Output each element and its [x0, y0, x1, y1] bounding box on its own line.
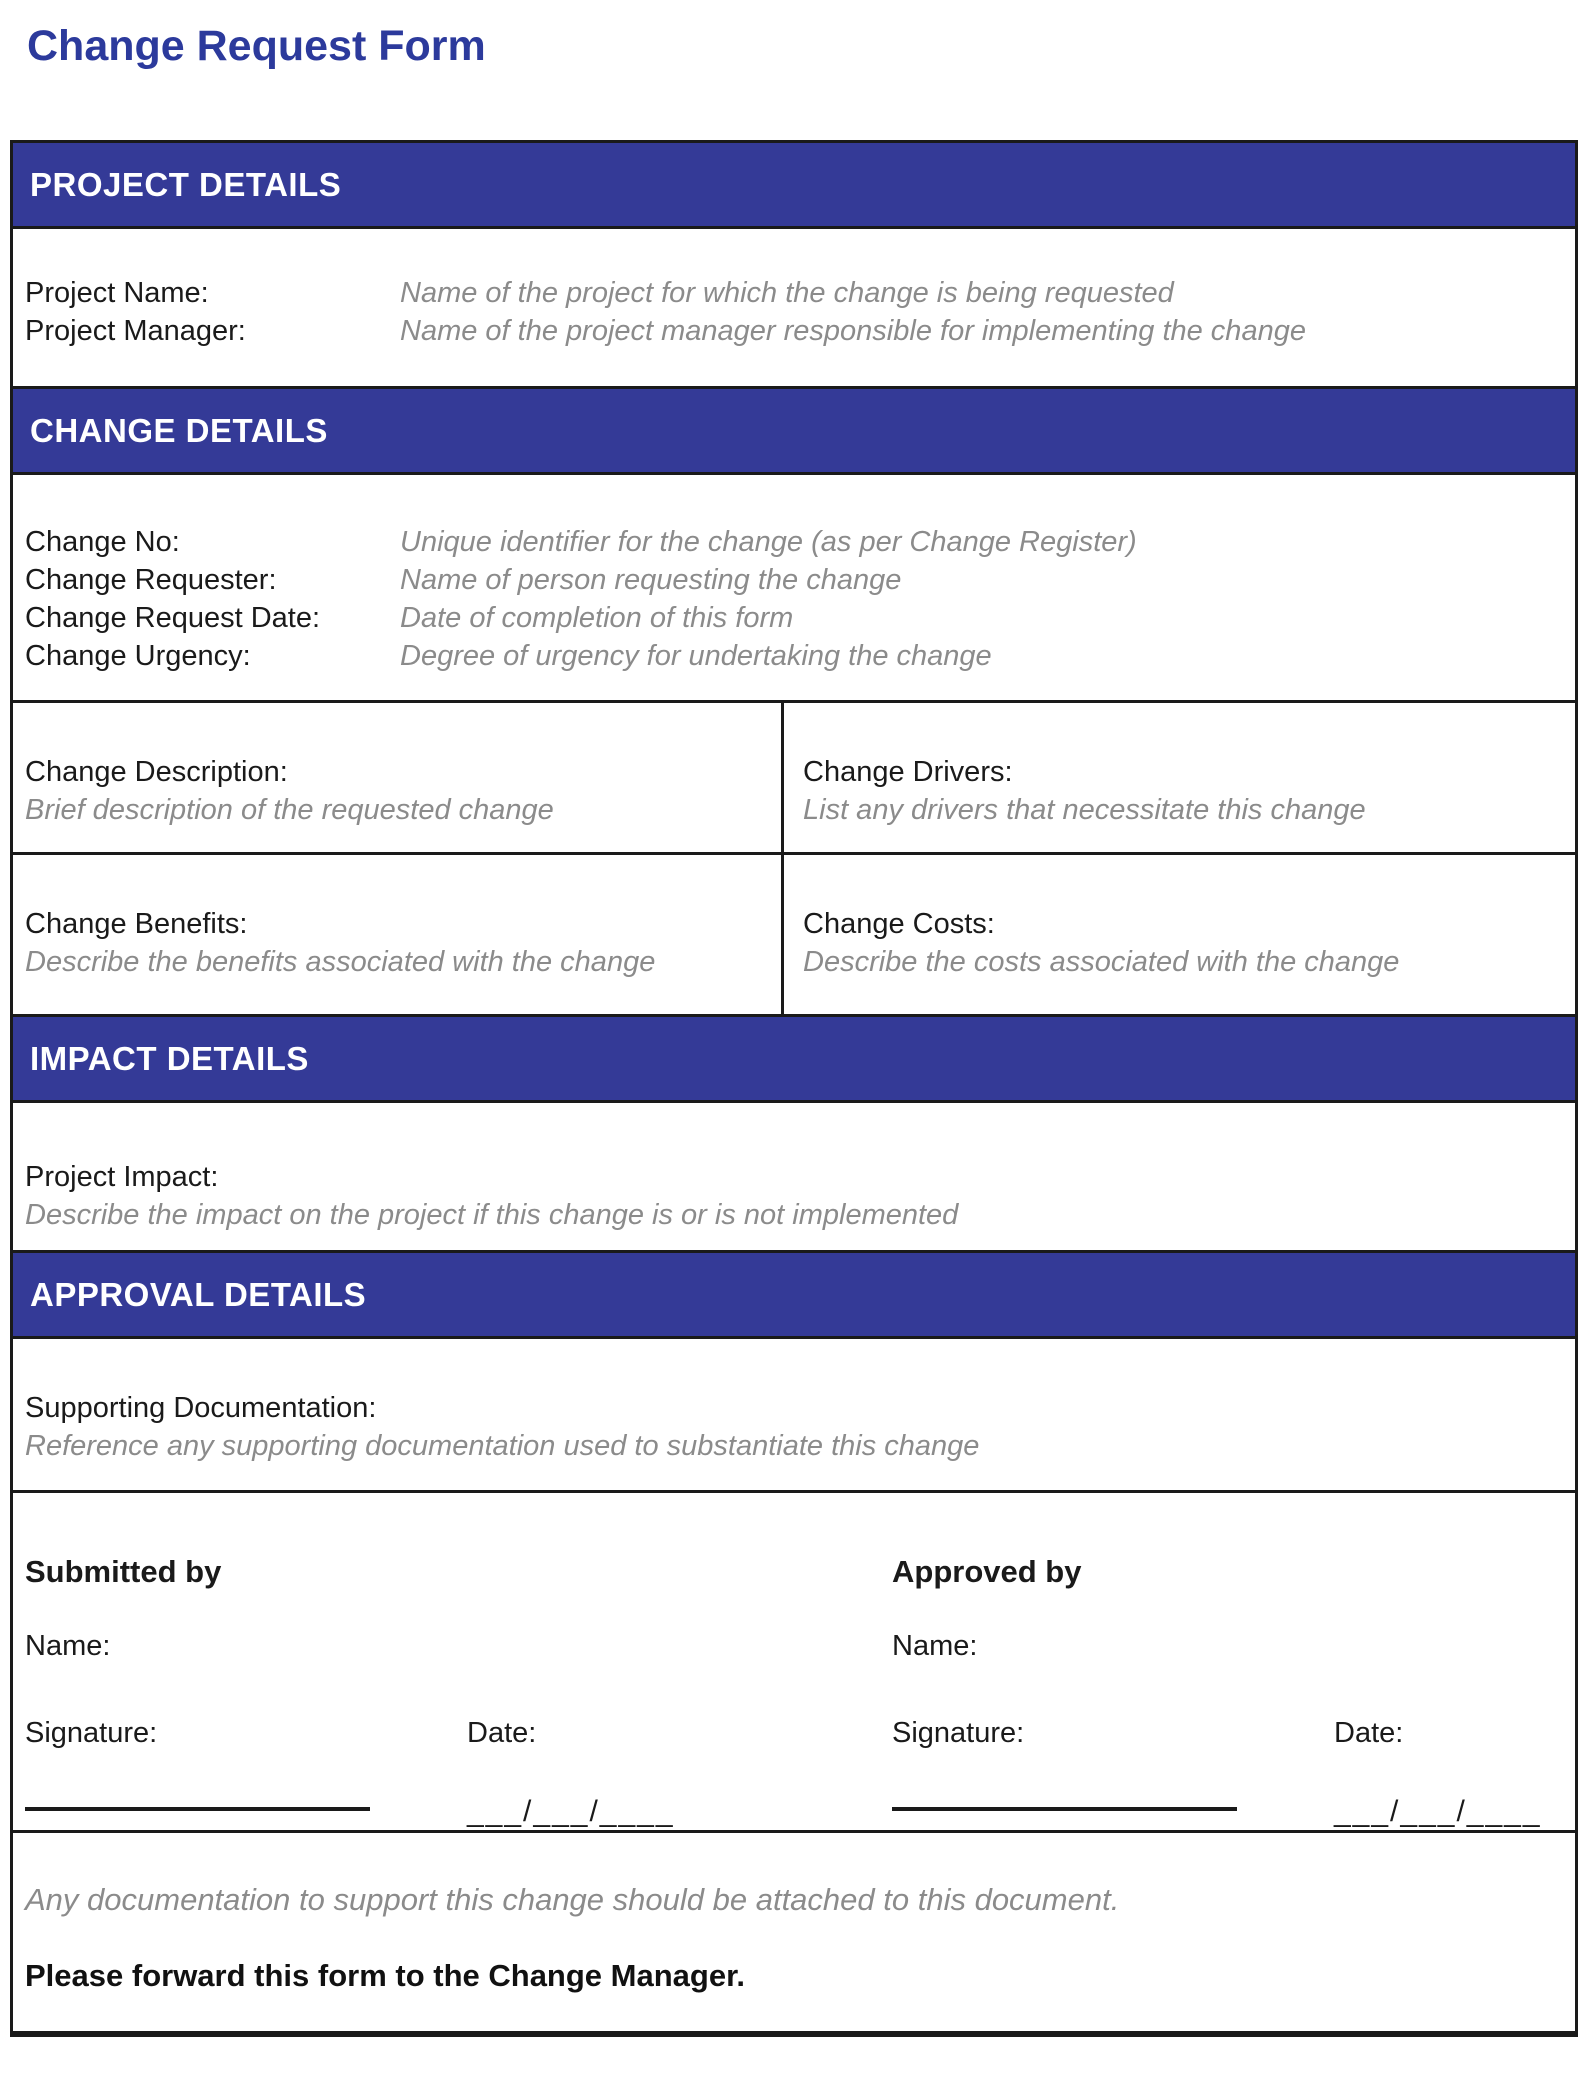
signature-row [13, 1493, 1575, 1833]
page-title: Change Request Form [27, 22, 486, 70]
change-costs-cell [781, 855, 1575, 1014]
submitted-by-signature-label: Signature: [25, 1717, 158, 1749]
section-header-approval-details [13, 1253, 1575, 1339]
change-drivers-cell [781, 703, 1575, 852]
change-urgency-hint: Degree of urgency for undertaking the change [400, 640, 992, 672]
project-name-label: Project Name: [25, 277, 209, 309]
change-benefits-label: Change Benefits: [25, 908, 248, 940]
change-urgency-label: Change Urgency: [25, 640, 251, 672]
approved-by-date-label: Date: [1334, 1717, 1404, 1749]
project-details-hints [400, 274, 1555, 386]
project-impact-hint: Describe the impact on the project if this change is or is not implemented [25, 1199, 959, 1231]
approved-by-name-label: Name: [892, 1630, 978, 1662]
submitted-by-fill-lines [25, 1795, 892, 1828]
section-header-project-details-label: PROJECT DETAILS [30, 165, 342, 203]
submitted-by-name-label: Name: [25, 1630, 111, 1662]
project-impact-label: Project Impact: [25, 1161, 219, 1193]
change-details-fields [13, 475, 1575, 703]
section-header-change-details-label: CHANGE DETAILS [30, 411, 328, 449]
approved-by-signature-label: Signature: [892, 1717, 1025, 1749]
footer-notes-row [13, 1833, 1575, 2031]
submitted-by-date-line: ___/___/____ [467, 1795, 675, 1828]
approved-by-date-line: ___/___/____ [1334, 1795, 1542, 1828]
change-details-hints [400, 523, 1555, 700]
change-request-date-label: Change Request Date: [25, 602, 321, 634]
change-drivers-label: Change Drivers: [803, 756, 1013, 788]
approved-by-heading: Approved by [892, 1554, 1082, 1589]
supporting-documentation-hint: Reference any supporting documentation used to substantiate this change [25, 1430, 980, 1462]
change-drivers-hint: List any drivers that necessitate this change [803, 794, 1366, 826]
change-description-cell [13, 703, 781, 852]
change-requester-label: Change Requester: [25, 564, 277, 596]
change-no-label: Change No: [25, 526, 180, 558]
submitted-by-signature-date-labels [25, 1717, 892, 1750]
project-impact-row [13, 1103, 1575, 1253]
change-details-labels [25, 523, 400, 700]
change-costs-label: Change Costs: [803, 908, 995, 940]
section-header-impact-details [13, 1017, 1575, 1103]
change-description-drivers-row [13, 703, 1575, 855]
supporting-documentation-label: Supporting Documentation: [25, 1392, 377, 1424]
submitted-by-signature-line [25, 1807, 370, 1811]
approved-by-signature-date-labels [892, 1717, 1555, 1750]
submitted-by-block [25, 1553, 892, 1830]
change-costs-hint: Describe the costs associated with the change [803, 946, 1400, 978]
supporting-documentation-row [13, 1339, 1575, 1493]
approved-by-fill-lines [892, 1795, 1555, 1828]
section-header-impact-details-label: IMPACT DETAILS [30, 1039, 309, 1077]
project-details-labels [25, 274, 400, 386]
change-description-hint: Brief description of the requested change [25, 794, 554, 826]
submitted-by-heading: Submitted by [25, 1554, 222, 1589]
attachment-note: Any documentation to support this change should be attached to this document. [25, 1882, 1120, 1917]
change-description-label: Change Description: [25, 756, 288, 788]
approved-by-block [892, 1553, 1555, 1830]
project-manager-hint: Name of the project manager responsible for implementing the change [400, 315, 1306, 347]
change-benefits-hint: Describe the benefits associated with the change [25, 946, 656, 978]
section-header-approval-details-label: APPROVAL DETAILS [30, 1275, 367, 1313]
project-name-hint: Name of the project for which the change is being requested [400, 277, 1174, 309]
project-details-fields [13, 229, 1575, 389]
project-manager-label: Project Manager: [25, 315, 246, 347]
change-benefits-cell [13, 855, 781, 1014]
submitted-by-date-label: Date: [467, 1717, 537, 1749]
forward-instruction: Please forward this form to the Change Manager. [25, 1958, 746, 1993]
change-request-form-table [10, 140, 1578, 2037]
change-no-hint: Unique identifier for the change (as per Change Register) [400, 526, 1137, 558]
section-header-change-details [13, 389, 1575, 475]
approved-by-signature-line [892, 1807, 1237, 1811]
change-benefits-costs-row [13, 855, 1575, 1017]
section-header-project-details [13, 143, 1575, 229]
change-requester-hint: Name of person requesting the change [400, 564, 902, 596]
change-request-date-hint: Date of completion of this form [400, 602, 794, 634]
